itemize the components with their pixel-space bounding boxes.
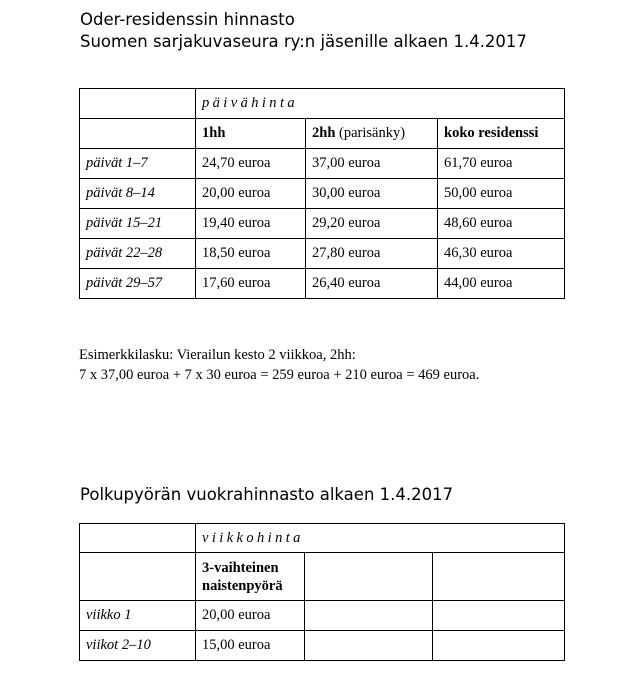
period-cell: viikko 1 bbox=[80, 601, 196, 631]
table-row bbox=[80, 269, 565, 299]
example-invoice-calculation: 7 x 37,00 euroa + 7 x 30 euroa = 259 euroa + 210 euroa = 469 euroa. bbox=[79, 367, 480, 383]
empty-cell bbox=[80, 553, 196, 601]
table-row bbox=[80, 239, 565, 269]
empty-cell bbox=[305, 601, 433, 631]
table-row bbox=[80, 601, 565, 631]
table-row bbox=[80, 209, 565, 239]
period-cell: päivät 8–14 bbox=[80, 179, 196, 209]
empty-cell bbox=[80, 524, 196, 553]
period-cell: päivät 22–28 bbox=[80, 239, 196, 269]
period-cell: päivät 15–21 bbox=[80, 209, 196, 239]
bicycle-rental-price-list-title: Polkupyörän vuokrahinnasto alkaen 1.4.2017 bbox=[80, 485, 454, 504]
empty-cell bbox=[305, 631, 433, 661]
price-cell: 61,70 euroa bbox=[438, 149, 565, 179]
table-row bbox=[80, 89, 565, 119]
residency-price-list-subtitle: Suomen sarjakuvaseura ry:n jäsenille alkaen 1.4.2017 bbox=[80, 32, 527, 51]
price-cell: 44,00 euroa bbox=[438, 269, 565, 299]
daily-price-group-header: päivähinta bbox=[196, 89, 565, 119]
empty-cell bbox=[80, 119, 196, 149]
table-row bbox=[80, 631, 565, 661]
price-cell: 19,40 euroa bbox=[196, 209, 306, 239]
column-header-whole-residency: koko residenssi bbox=[438, 119, 565, 149]
residency-price-table bbox=[79, 88, 565, 299]
price-cell: 24,70 euroa bbox=[196, 149, 306, 179]
price-cell: 48,60 euroa bbox=[438, 209, 565, 239]
table-row bbox=[80, 524, 565, 553]
price-cell: 29,20 euroa bbox=[306, 209, 438, 239]
table-row bbox=[80, 119, 565, 149]
empty-cell bbox=[433, 601, 565, 631]
table-row bbox=[80, 179, 565, 209]
price-cell: 17,60 euroa bbox=[196, 269, 306, 299]
example-invoice-description: Esimerkkilasku: Vierailun kesto 2 viikkoa, 2hh: bbox=[79, 347, 356, 363]
period-cell: viikot 2–10 bbox=[80, 631, 196, 661]
table-row bbox=[80, 553, 565, 601]
price-cell: 20,00 euroa bbox=[196, 601, 305, 631]
bicycle-price-table bbox=[79, 523, 565, 661]
empty-cell bbox=[433, 553, 565, 601]
residency-price-list-title: Oder-residenssin hinnasto bbox=[80, 10, 295, 29]
empty-cell bbox=[80, 89, 196, 119]
empty-cell bbox=[305, 553, 433, 601]
price-cell: 46,30 euroa bbox=[438, 239, 565, 269]
price-cell: 30,00 euroa bbox=[306, 179, 438, 209]
column-header-double-room: 2hh (parisänky) bbox=[306, 119, 438, 149]
price-cell: 37,00 euroa bbox=[306, 149, 438, 179]
price-cell: 15,00 euroa bbox=[196, 631, 305, 661]
price-cell: 50,00 euroa bbox=[438, 179, 565, 209]
price-cell: 27,80 euroa bbox=[306, 239, 438, 269]
price-cell: 18,50 euroa bbox=[196, 239, 306, 269]
column-header-single-room: 1hh bbox=[196, 119, 306, 149]
price-cell: 20,00 euroa bbox=[196, 179, 306, 209]
period-cell: päivät 1–7 bbox=[80, 149, 196, 179]
column-header-womens-bicycle: 3-vaihteinen naistenpyörä bbox=[196, 553, 305, 601]
table-row bbox=[80, 149, 565, 179]
period-cell: päivät 29–57 bbox=[80, 269, 196, 299]
weekly-price-group-header: viikkohinta bbox=[196, 524, 565, 553]
empty-cell bbox=[433, 631, 565, 661]
price-cell: 26,40 euroa bbox=[306, 269, 438, 299]
